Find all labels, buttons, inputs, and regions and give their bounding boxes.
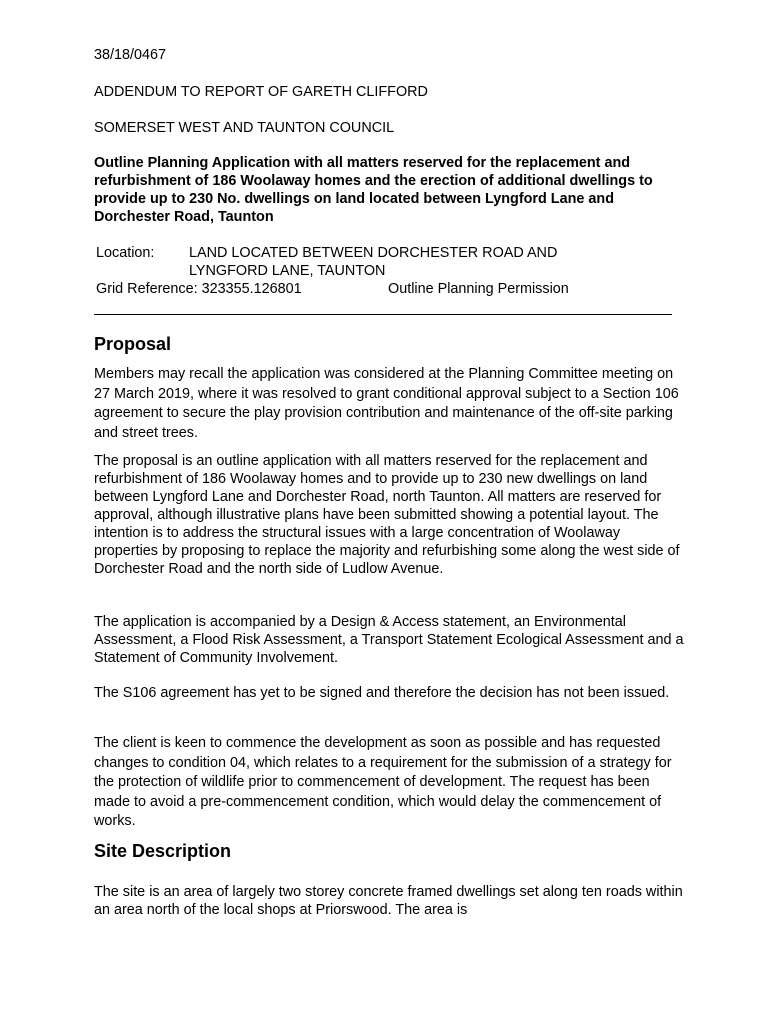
permission-type: Outline Planning Permission bbox=[388, 281, 569, 297]
application-title: Outline Planning Application with all matters reserved for the replacement and refurbishment of 186 Woolaway homes and the erection of additional dwellings to provide up to 230 No. dwellings on land located between Lyngford Lane and Dorchester Road, Taunton bbox=[94, 155, 653, 225]
proposal-paragraph-4: The S106 agreement has yet to be signed and therefore the decision has not been issued. bbox=[94, 685, 670, 701]
location-line-2: LYNGFORD LANE, TAUNTON bbox=[189, 263, 386, 279]
site-description-paragraph: The site is an area of largely two storey concrete framed dwellings set along ten roads within an area north of the local shops at Priorswood. The area is bbox=[94, 884, 683, 918]
site-description-heading: Site Description bbox=[94, 841, 232, 861]
proposal-paragraph-1: Members may recall the application was considered at the Planning Committee meeting on 27 March 2019, where it was resolved to grant conditional approval subject to a Section 106 agreement to secure the play provision contribution and maintenance of the off-site parking and street trees. bbox=[94, 366, 679, 441]
location-label: Location: bbox=[96, 245, 155, 261]
proposal-paragraph-2: The proposal is an outline application with all matters reserved for the replacement and refurbishment of 186 Woolaway homes and to provide up to 230 new dwellings on land between Lyngford Lane and Dorchester Road, north Taunton. All matters are reserved for approval, although illustrative plans have been submitted showing a potential layout. The intention is to address the structural issues with a large concentration of Woolaway properties by proposing to replace the majority and refurbishing some along the west side of Dorchester Road and the north side of Ludlow Avenue. bbox=[94, 453, 680, 577]
council-name: SOMERSET WEST AND TAUNTON COUNCIL bbox=[94, 120, 395, 136]
proposal-paragraph-5: The client is keen to commence the development as soon as possible and has requested changes to condition 04, which relates to a requirement for the submission of a strategy for the protection of wildlife prior to commencement of development. The request has been made to avoid a pre-commencement condition, which would delay the commencement of works. bbox=[94, 735, 672, 829]
location-line-1: LAND LOCATED BETWEEN DORCHESTER ROAD AND bbox=[189, 245, 558, 261]
document-reference: 38/18/0467 bbox=[94, 47, 167, 63]
addendum-title: ADDENDUM TO REPORT OF GARETH CLIFFORD bbox=[94, 84, 428, 100]
grid-reference: Grid Reference: 323355.126801 bbox=[96, 281, 302, 297]
section-divider bbox=[94, 314, 672, 315]
proposal-heading: Proposal bbox=[94, 334, 172, 354]
proposal-paragraph-3: The application is accompanied by a Design & Access statement, an Environmental Assessment, a Flood Risk Assessment, a Transport Statement Ecological Assessment and a Statement of Community Involvement. bbox=[94, 614, 684, 666]
